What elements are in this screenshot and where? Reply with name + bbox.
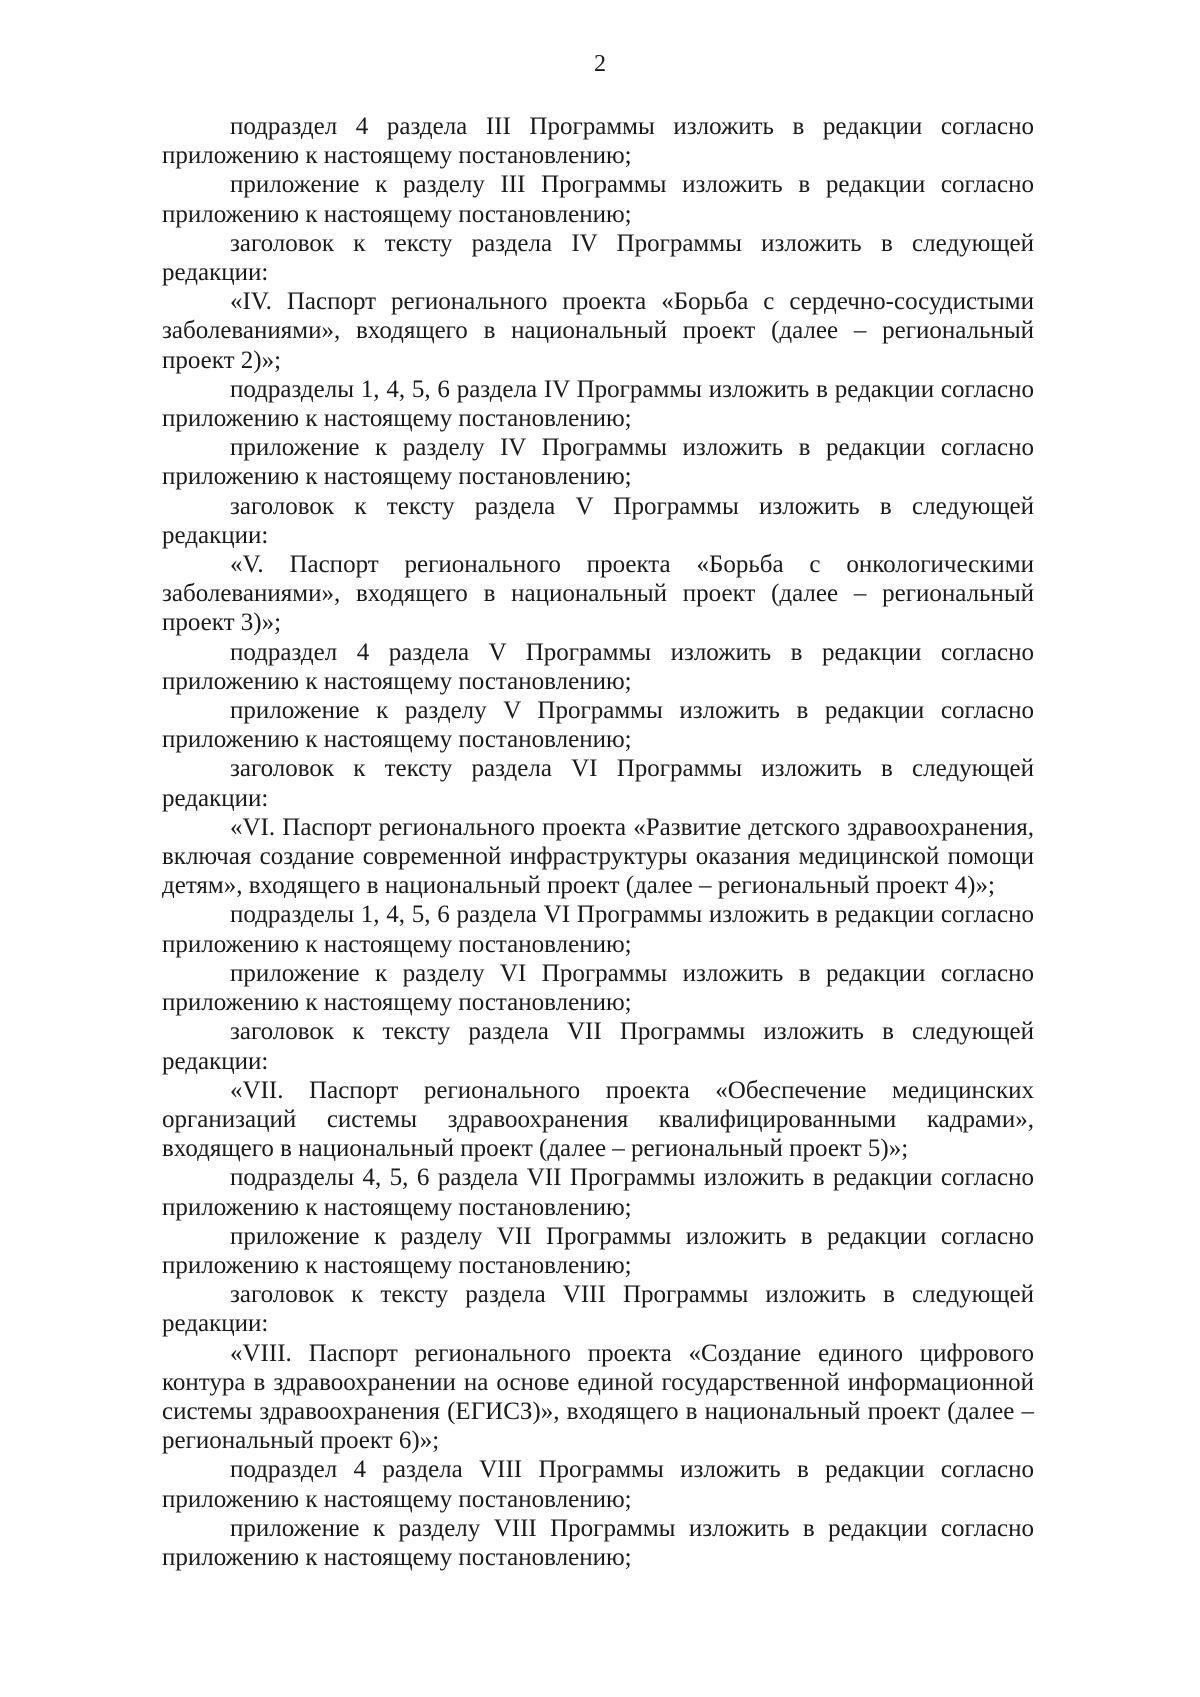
paragraph: подраздел 4 раздела VIII Программы изложить в редакции согласно приложению к настоящему постановлению; xyxy=(162,1456,1034,1513)
paragraph: приложение к разделу III Программы изложить в редакции согласно приложению к настоящему постановлению; xyxy=(162,171,1034,228)
paragraph: заголовок к тексту раздела VII Программы изложить в следующей редакции: xyxy=(162,1018,1034,1075)
paragraph: подразделы 1, 4, 5, 6 раздела IV Программы изложить в редакции согласно приложению к настоящему постановлению; xyxy=(162,375,1034,433)
paragraph: «VI. Паспорт регионального проекта «Развитие детского здравоохранения, включая создание современной инфраструктуры оказания медицинской помощи детям», входящего в национальный проект (далее – региональный проект 4)»; xyxy=(162,813,1034,900)
paragraph: подраздел 4 раздела V Программы изложить в редакции согласно приложению к настоящему постановлению; xyxy=(162,638,1034,695)
paragraph: приложение к разделу VI Программы изложить в редакции согласно приложению к настоящему постановлению; xyxy=(162,959,1034,1017)
paragraph: «IV. Паспорт регионального проекта «Борьба с сердечно-сосудистыми заболеваниями», входящего в национальный проект (далее – региональный проект 2)»; xyxy=(162,288,1034,374)
paragraph: подразделы 1, 4, 5, 6 раздела VI Программы изложить в редакции согласно приложению к настоящему постановлению; xyxy=(162,901,1034,958)
paragraph: подраздел 4 раздела III Программы изложить в редакции согласно приложению к настоящему постановлению; xyxy=(162,113,1034,170)
paragraph: приложение к разделу IV Программы изложить в редакции согласно приложению к настоящему постановлению; xyxy=(162,434,1034,491)
paragraph: заголовок к тексту раздела IV Программы изложить в следующей редакции: xyxy=(162,229,1034,287)
paragraph: приложение к разделу V Программы изложить в редакции согласно приложению к настоящему постановлению; xyxy=(162,697,1034,754)
page-number: 2 xyxy=(594,51,606,77)
paragraph: «VIII. Паспорт регионального проекта «Создание единого цифрового контура в здравоохранении на основе единой государственной информационной системы здравоохранения (ЕГИСЗ)», входящего в национальный проект (далее – региональный проект 6)»; xyxy=(162,1339,1034,1455)
paragraph: «V. Паспорт регионального проекта «Борьба с онкологическими заболеваниями», входящего в национальный проект (далее – региональный проект 3)»; xyxy=(162,551,1034,637)
paragraph: «VII. Паспорт регионального проекта «Обеспечение медицинских организаций системы здравоохранения квалифицированными кадрами», входящего в национальный проект (далее – региональный проект 5)»; xyxy=(162,1076,1034,1163)
paragraph: приложение к разделу VIII Программы изложить в редакции согласно приложению к настоящему постановлению; xyxy=(162,1514,1034,1571)
paragraph: заголовок к тексту раздела V Программы изложить в следующей редакции: xyxy=(162,492,1034,549)
paragraph: приложение к разделу VII Программы изложить в редакции согласно приложению к настоящему постановлению; xyxy=(162,1222,1034,1279)
document-body xyxy=(162,112,1034,1572)
paragraph: подразделы 4, 5, 6 раздела VII Программы изложить в редакции согласно приложению к настоящему постановлению; xyxy=(162,1164,1034,1221)
paragraph: заголовок к тексту раздела VI Программы изложить в следующей редакции: xyxy=(162,755,1034,812)
paragraph: заголовок к тексту раздела VIII Программы изложить в следующей редакции: xyxy=(162,1281,1034,1338)
